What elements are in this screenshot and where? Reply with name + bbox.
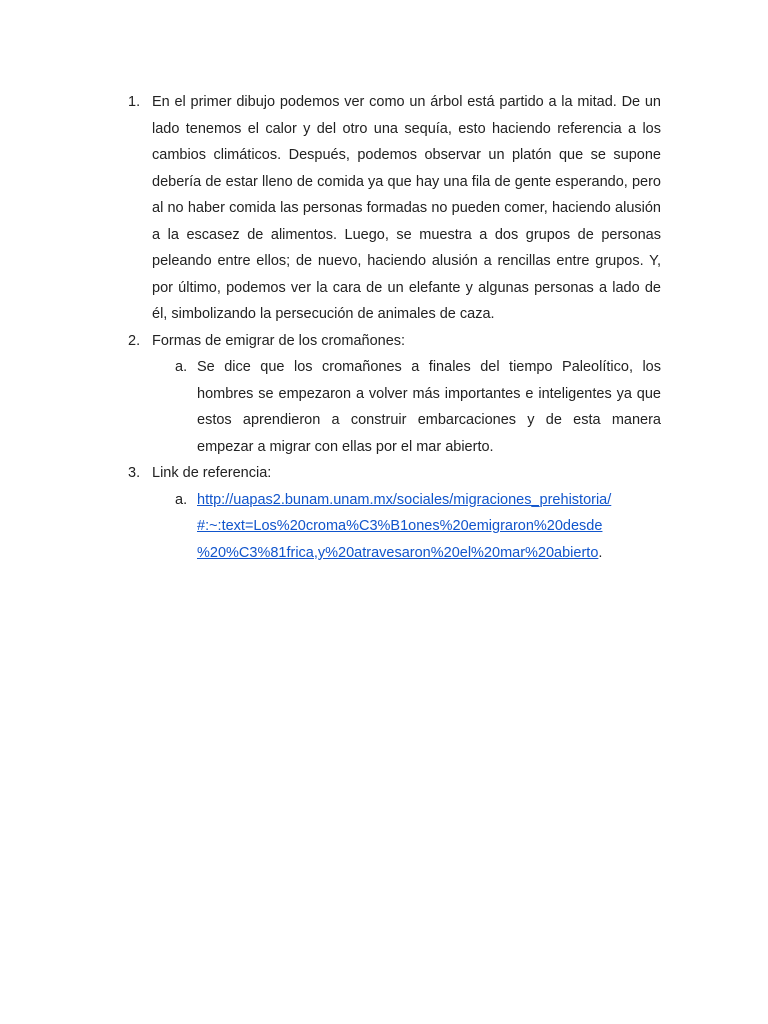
- sub-paragraph-text: Se dice que los cromañones a finales del tiempo Paleolítico, los hombres se empezaron a volver más importantes e inteligentes ya que estos aprendieron a construir embarcaciones y de esta manera empezar a migrar con ellas por el mar abierto.: [197, 359, 661, 455]
- list-number: 2.: [128, 332, 141, 349]
- list-item-2: [128, 328, 661, 461]
- sub-list: [152, 354, 661, 460]
- sub-letter: a.: [175, 491, 188, 508]
- link-line-3: %20%C3%81frica,y%20atravesaron%20el%20mar%20abierto: [197, 544, 599, 561]
- list-number: 1.: [128, 94, 141, 110]
- list-heading: Link de referencia:: [152, 465, 272, 481]
- sub-list: [152, 487, 661, 567]
- link-line-1: http://uapas2.bunam.unam.mx/sociales/migraciones_prehistoria/: [197, 491, 612, 508]
- sub-item-a: [152, 487, 661, 567]
- list-item-3: [128, 460, 661, 566]
- paragraph-text: En el primer dibujo podemos ver como un árbol está partido a la mitad. De un lado tenemos el calor y del otro una sequía, esto haciendo referencia a los cambios climáticos. Después, podemos observar un platón que se supone debería de estar lleno de comida ya que hay una fila de gente esperando, pero al no haber comida las personas formadas no pueden comer, haciendo alusión a la escasez de alimentos. Luego, se muestra a dos grupos de personas peleando entre ellos; de nuevo, haciendo alusión a rencillas entre grupos. Y, por último, podemos ver la cara de un elefante y algunas personas a lado de él, simbolizando la persecución de animales de caza.: [152, 94, 661, 322]
- sub-item-a: [152, 354, 661, 460]
- list-item-1: [128, 89, 661, 328]
- sub-letter: a.: [175, 359, 188, 375]
- link-line-2: #:~:text=Los%20croma%C3%B1ones%20emigraron%20desde: [197, 518, 603, 534]
- document-body: [128, 89, 661, 566]
- list-heading: Formas de emigrar de los cromañones:: [152, 332, 406, 349]
- numbered-list: [128, 89, 661, 566]
- reference-link[interactable]: [197, 492, 611, 561]
- list-number: 3.: [128, 465, 141, 481]
- link-trailing-period: .: [598, 544, 603, 561]
- reference-link-block: [197, 487, 661, 567]
